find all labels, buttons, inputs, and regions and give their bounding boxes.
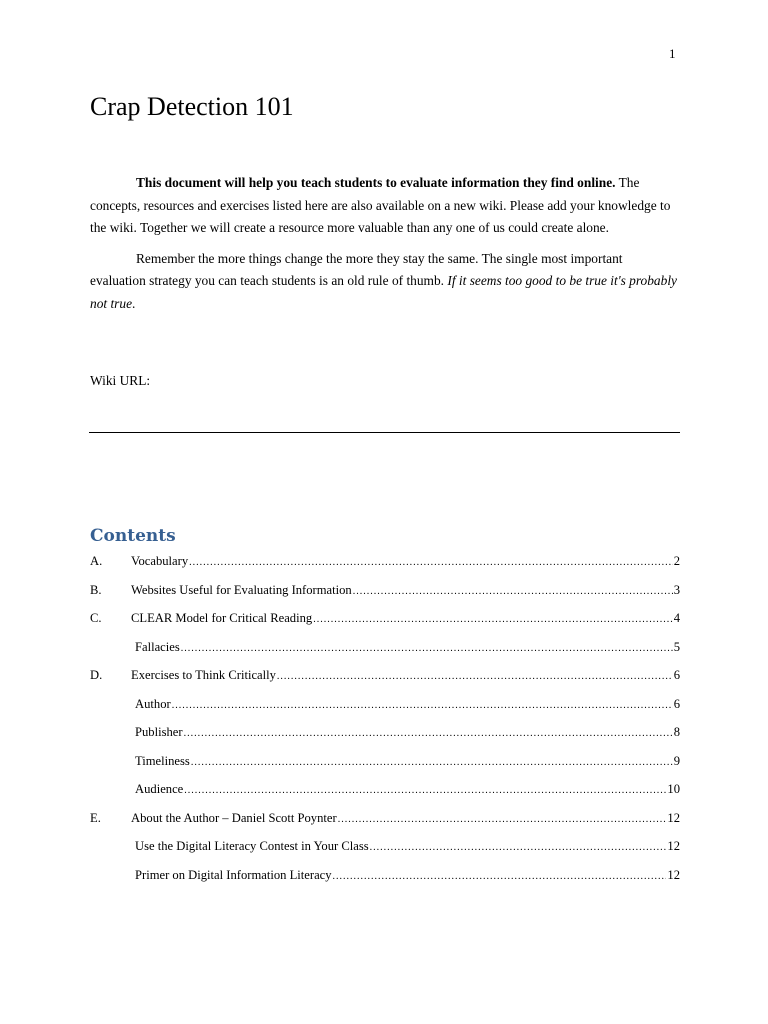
intro-paragraph-1-text: The concepts, resources and exercises listed here are also available on a new wiki. Please add your knowledge to the wiki. Together we will create a resource more valuable than any one of us could create alone. — [90, 175, 671, 235]
toc-entry-title: Primer on Digital Information Literacy — [135, 867, 332, 882]
toc-entry[interactable] — [90, 720, 680, 749]
toc-entry-page: 2 — [673, 554, 680, 568]
intro-rule-of-thumb: If it seems too good to be true it's probably not true — [90, 273, 677, 311]
toc-entry-page: 12 — [667, 810, 680, 825]
toc-entry-letter: B. — [90, 582, 102, 597]
toc-dot-leader — [353, 580, 673, 604]
toc-entry-page: 6 — [673, 668, 680, 682]
toc-entry[interactable] — [90, 635, 680, 664]
toc-dot-leader — [172, 694, 673, 718]
toc-entry[interactable] — [90, 834, 680, 863]
toc-entry-title: Vocabulary — [131, 554, 189, 568]
toc-entry-title: Use the Digital Literacy Contest in Your Class — [135, 839, 369, 853]
contents-heading: Contents — [90, 526, 176, 546]
toc-dot-leader — [277, 665, 673, 689]
document-title: Crap Detection 101 — [90, 92, 294, 121]
toc-entry-letter: E. — [90, 810, 101, 825]
intro-paragraph-2 — [90, 248, 680, 316]
toc-entry-page: 6 — [673, 696, 680, 711]
toc-entry-letter: D. — [90, 668, 103, 682]
toc-entry[interactable] — [90, 749, 680, 778]
toc-entry-title: Author — [135, 696, 171, 711]
toc-dot-leader — [333, 865, 667, 889]
toc-dot-leader — [313, 608, 673, 632]
toc-entry-letter: A. — [90, 554, 103, 568]
intro-paragraph-1 — [90, 172, 680, 240]
wiki-url-label: Wiki URL: — [90, 373, 151, 388]
intro-paragraph-2-end: . — [132, 295, 136, 311]
toc-entry-page: 5 — [673, 639, 680, 654]
toc-entry[interactable] — [90, 692, 680, 721]
toc-dot-leader — [181, 637, 673, 661]
toc-entry[interactable] — [90, 606, 680, 635]
toc-entry-page: 10 — [667, 782, 680, 796]
intro-bold-lead: This document will help you teach students to evaluate information they find online. — [136, 175, 616, 190]
toc-entry-title: Audience — [135, 782, 184, 796]
toc-entry[interactable] — [90, 578, 680, 607]
toc-entry[interactable] — [90, 777, 680, 806]
toc-entry[interactable] — [90, 663, 680, 692]
toc-entry-title: About the Author – Daniel Scott Poynter — [131, 810, 337, 825]
toc-entry[interactable] — [90, 549, 680, 578]
toc-entry-page: 12 — [667, 867, 680, 882]
toc-dot-leader — [184, 779, 666, 803]
intro-paragraph-2-text: Remember the more things change the more they stay the same. The single most important evaluation strategy you can teach students is an old rule of thumb. — [90, 250, 623, 288]
toc-entry-title: Publisher — [135, 725, 183, 739]
toc-entry-page: 9 — [673, 753, 680, 768]
toc-entry[interactable] — [90, 863, 680, 892]
wiki-url-line — [89, 432, 680, 433]
toc-entry[interactable] — [90, 806, 680, 835]
toc-dot-leader — [189, 551, 673, 575]
toc-dot-leader — [338, 808, 667, 832]
toc-entry-page: 12 — [667, 839, 680, 853]
page-number: 1 — [669, 46, 676, 61]
table-of-contents — [90, 549, 680, 891]
toc-entry-title: CLEAR Model for Critical Reading — [131, 611, 313, 625]
toc-dot-leader — [191, 751, 673, 775]
toc-dot-leader — [370, 836, 667, 860]
toc-entry-page: 8 — [673, 725, 680, 739]
toc-entry-title: Fallacies — [135, 639, 180, 654]
intro-section — [90, 172, 680, 323]
toc-entry-title: Websites Useful for Evaluating Information — [131, 582, 352, 597]
toc-entry-letter: C. — [90, 611, 102, 625]
toc-entry-page: 4 — [673, 611, 680, 625]
toc-entry-title: Timeliness — [135, 753, 190, 768]
toc-entry-title: Exercises to Think Critically — [131, 668, 276, 682]
toc-dot-leader — [184, 722, 673, 746]
toc-entry-page: 3 — [673, 582, 680, 597]
